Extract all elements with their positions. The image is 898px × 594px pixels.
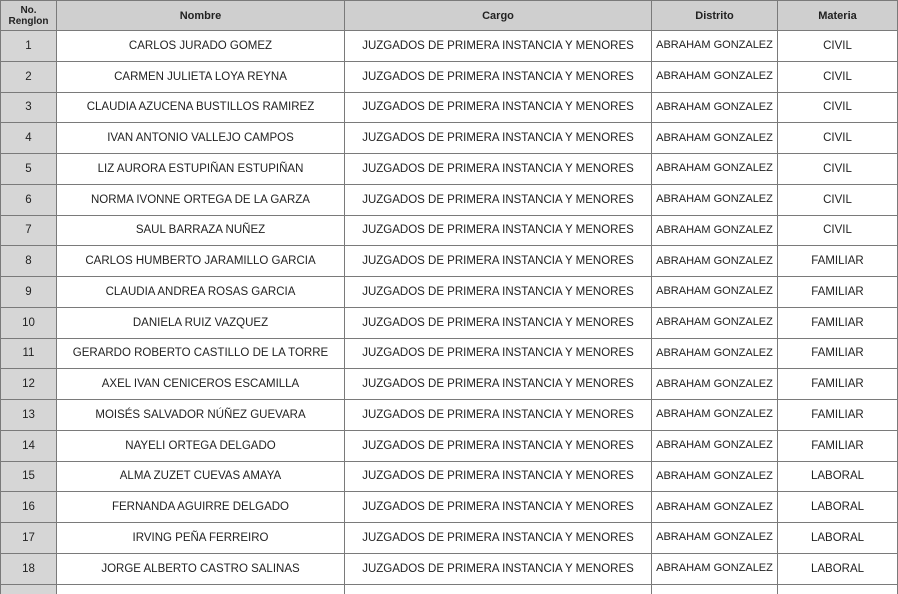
materia-cell: CIVIL: [778, 92, 898, 123]
cargo-cell: JUZGADOS DE PRIMERA INSTANCIA Y MENORES: [345, 523, 652, 554]
empty-cell: [1, 584, 57, 594]
materia-cell: FAMILIAR: [778, 338, 898, 369]
table-row: [1, 154, 898, 185]
cargo-cell: JUZGADOS DE PRIMERA INSTANCIA Y MENORES: [345, 246, 652, 277]
distrito-cell: ABRAHAM GONZALEZ: [652, 523, 778, 554]
cargo-cell: JUZGADOS DE PRIMERA INSTANCIA Y MENORES: [345, 154, 652, 185]
distrito-cell: ABRAHAM GONZALEZ: [652, 430, 778, 461]
table-row-partial: [1, 584, 898, 594]
row-number-cell: 6: [1, 184, 57, 215]
nombre-cell: CARLOS JURADO GOMEZ: [57, 31, 345, 62]
table-row: [1, 277, 898, 308]
materia-cell: FAMILIAR: [778, 369, 898, 400]
header-materia: Materia: [778, 1, 898, 31]
cargo-cell: JUZGADOS DE PRIMERA INSTANCIA Y MENORES: [345, 492, 652, 523]
distrito-cell: ABRAHAM GONZALEZ: [652, 92, 778, 123]
cargo-cell: JUZGADOS DE PRIMERA INSTANCIA Y MENORES: [345, 400, 652, 431]
header-nombre: Nombre: [57, 1, 345, 31]
row-number-cell: 8: [1, 246, 57, 277]
table-row: [1, 338, 898, 369]
table-row: [1, 215, 898, 246]
row-number-cell: 10: [1, 307, 57, 338]
row-number-cell: 3: [1, 92, 57, 123]
distrito-cell: ABRAHAM GONZALEZ: [652, 492, 778, 523]
table-row: [1, 430, 898, 461]
empty-cell: [57, 584, 345, 594]
distrito-cell: ABRAHAM GONZALEZ: [652, 553, 778, 584]
distrito-cell: ABRAHAM GONZALEZ: [652, 31, 778, 62]
cargo-cell: JUZGADOS DE PRIMERA INSTANCIA Y MENORES: [345, 461, 652, 492]
nombre-cell: FERNANDA AGUIRRE DELGADO: [57, 492, 345, 523]
table-row: [1, 246, 898, 277]
table-row: [1, 492, 898, 523]
materia-cell: LABORAL: [778, 523, 898, 554]
materia-cell: CIVIL: [778, 31, 898, 62]
distrito-cell: ABRAHAM GONZALEZ: [652, 246, 778, 277]
nombre-cell: MOISÉS SALVADOR NÚÑEZ GUEVARA: [57, 400, 345, 431]
distrito-cell: ABRAHAM GONZALEZ: [652, 184, 778, 215]
distrito-cell: ABRAHAM GONZALEZ: [652, 123, 778, 154]
materia-cell: LABORAL: [778, 553, 898, 584]
nombre-cell: NAYELI ORTEGA DELGADO: [57, 430, 345, 461]
row-number-cell: 11: [1, 338, 57, 369]
cargo-cell: JUZGADOS DE PRIMERA INSTANCIA Y MENORES: [345, 123, 652, 154]
materia-cell: LABORAL: [778, 461, 898, 492]
table-row: [1, 369, 898, 400]
cargo-cell: JUZGADOS DE PRIMERA INSTANCIA Y MENORES: [345, 338, 652, 369]
row-number-cell: 5: [1, 154, 57, 185]
nombre-cell: CARMEN JULIETA LOYA REYNA: [57, 61, 345, 92]
table-row: [1, 461, 898, 492]
row-number-cell: 14: [1, 430, 57, 461]
table-row: [1, 400, 898, 431]
nombre-cell: CLAUDIA AZUCENA BUSTILLOS RAMIREZ: [57, 92, 345, 123]
empty-cell: [345, 584, 652, 594]
row-number-cell: 18: [1, 553, 57, 584]
table-row: [1, 92, 898, 123]
table-row: [1, 184, 898, 215]
row-number-cell: 16: [1, 492, 57, 523]
row-number-cell: 2: [1, 61, 57, 92]
nombre-cell: CLAUDIA ANDREA ROSAS GARCIA: [57, 277, 345, 308]
nombre-cell: DANIELA RUIZ VAZQUEZ: [57, 307, 345, 338]
materia-cell: FAMILIAR: [778, 277, 898, 308]
nombre-cell: IRVING PEÑA FERREIRO: [57, 523, 345, 554]
distrito-cell: ABRAHAM GONZALEZ: [652, 277, 778, 308]
empty-cell: [652, 584, 778, 594]
header-cargo: Cargo: [345, 1, 652, 31]
header-numero-renglon: No. Renglon: [1, 1, 57, 31]
cargo-cell: JUZGADOS DE PRIMERA INSTANCIA Y MENORES: [345, 277, 652, 308]
nombre-cell: SAUL BARRAZA NUÑEZ: [57, 215, 345, 246]
materia-cell: CIVIL: [778, 61, 898, 92]
row-number-cell: 12: [1, 369, 57, 400]
nombre-cell: LIZ AURORA ESTUPIÑAN ESTUPIÑAN: [57, 154, 345, 185]
nombre-cell: ALMA ZUZET CUEVAS AMAYA: [57, 461, 345, 492]
nombre-cell: AXEL IVAN CENICEROS ESCAMILLA: [57, 369, 345, 400]
distrito-cell: ABRAHAM GONZALEZ: [652, 400, 778, 431]
empty-cell: [778, 584, 898, 594]
row-number-cell: 9: [1, 277, 57, 308]
table-row: [1, 307, 898, 338]
materia-cell: FAMILIAR: [778, 307, 898, 338]
row-number-cell: 4: [1, 123, 57, 154]
table-row: [1, 31, 898, 62]
distrito-cell: ABRAHAM GONZALEZ: [652, 154, 778, 185]
row-number-cell: 13: [1, 400, 57, 431]
table-row: [1, 61, 898, 92]
row-number-cell: 1: [1, 31, 57, 62]
materia-cell: CIVIL: [778, 123, 898, 154]
materia-cell: FAMILIAR: [778, 246, 898, 277]
nombre-cell: JORGE ALBERTO CASTRO SALINAS: [57, 553, 345, 584]
cargo-cell: JUZGADOS DE PRIMERA INSTANCIA Y MENORES: [345, 307, 652, 338]
nombre-cell: NORMA IVONNE ORTEGA DE LA GARZA: [57, 184, 345, 215]
header-distrito: Distrito: [652, 1, 778, 31]
distrito-cell: ABRAHAM GONZALEZ: [652, 61, 778, 92]
materia-cell: CIVIL: [778, 184, 898, 215]
nombre-cell: CARLOS HUMBERTO JARAMILLO GARCIA: [57, 246, 345, 277]
row-number-cell: 7: [1, 215, 57, 246]
row-number-cell: 15: [1, 461, 57, 492]
distrito-cell: ABRAHAM GONZALEZ: [652, 461, 778, 492]
nombre-cell: IVAN ANTONIO VALLEJO CAMPOS: [57, 123, 345, 154]
cargo-cell: JUZGADOS DE PRIMERA INSTANCIA Y MENORES: [345, 31, 652, 62]
cargo-cell: JUZGADOS DE PRIMERA INSTANCIA Y MENORES: [345, 553, 652, 584]
distrito-cell: ABRAHAM GONZALEZ: [652, 338, 778, 369]
cargo-cell: JUZGADOS DE PRIMERA INSTANCIA Y MENORES: [345, 215, 652, 246]
materia-cell: FAMILIAR: [778, 400, 898, 431]
cargo-cell: JUZGADOS DE PRIMERA INSTANCIA Y MENORES: [345, 61, 652, 92]
row-number-cell: 17: [1, 523, 57, 554]
table-row: [1, 553, 898, 584]
header-row: [1, 1, 898, 31]
distrito-cell: ABRAHAM GONZALEZ: [652, 307, 778, 338]
cargo-cell: JUZGADOS DE PRIMERA INSTANCIA Y MENORES: [345, 184, 652, 215]
materia-cell: FAMILIAR: [778, 430, 898, 461]
table-row: [1, 523, 898, 554]
distrito-cell: ABRAHAM GONZALEZ: [652, 369, 778, 400]
distrito-cell: ABRAHAM GONZALEZ: [652, 215, 778, 246]
cargo-cell: JUZGADOS DE PRIMERA INSTANCIA Y MENORES: [345, 430, 652, 461]
materia-cell: LABORAL: [778, 492, 898, 523]
materia-cell: CIVIL: [778, 215, 898, 246]
table-body: [1, 31, 898, 594]
cargo-cell: JUZGADOS DE PRIMERA INSTANCIA Y MENORES: [345, 369, 652, 400]
materia-cell: CIVIL: [778, 154, 898, 185]
table-row: [1, 123, 898, 154]
cargo-cell: JUZGADOS DE PRIMERA INSTANCIA Y MENORES: [345, 92, 652, 123]
nombre-cell: GERARDO ROBERTO CASTILLO DE LA TORRE: [57, 338, 345, 369]
